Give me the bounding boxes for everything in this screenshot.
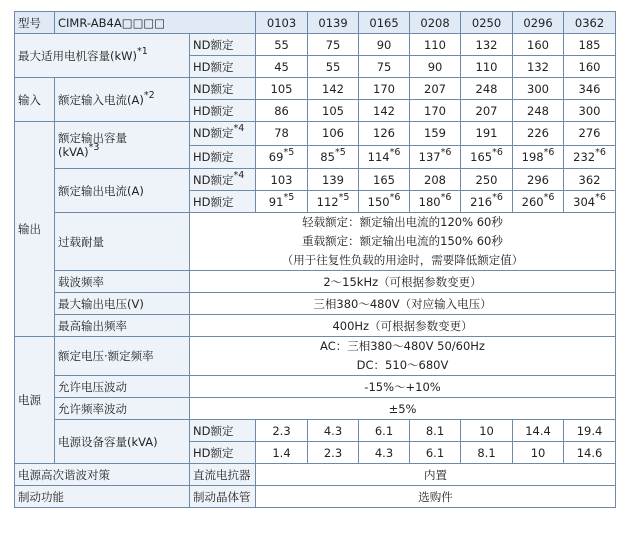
table-cell: 139: [308, 169, 359, 191]
rated-voltage-label: 额定电压·额定频率: [55, 337, 190, 376]
model-0362: 0362: [564, 12, 616, 34]
table-cell: 150$^{*6}$: [359, 191, 410, 213]
table-cell: 159: [410, 122, 461, 146]
output-capacity-label: 额定输出容量 (kVA)$^{*3}$: [55, 122, 190, 169]
output-capacity-nd-row: [15, 122, 616, 146]
table-cell: 137$^{*6}$: [410, 145, 461, 169]
table-cell: 165: [359, 169, 410, 191]
mode-hd: HD额定: [190, 100, 256, 122]
table-cell: 1.4: [256, 442, 308, 464]
table-cell: 10: [513, 442, 564, 464]
table-cell: 6.1: [359, 420, 410, 442]
table-cell: 4.3: [308, 420, 359, 442]
carrier-label: 载波频率: [55, 271, 190, 293]
power-capacity-nd-row: [15, 420, 616, 442]
table-cell: 2.3: [256, 420, 308, 442]
table-cell: 105: [256, 78, 308, 100]
carrier-value: 2～15kHz（可根据参数变更）: [190, 271, 616, 293]
table-cell: 69$^{*5}$: [256, 145, 308, 169]
table-cell: 170: [410, 100, 461, 122]
model-label: 型号: [15, 12, 55, 34]
output-current-label: 额定输出电流(A): [55, 169, 190, 213]
table-cell: 248: [513, 100, 564, 122]
table-cell: 207: [461, 100, 513, 122]
max-voltage-row: [15, 293, 616, 315]
input-current-nd-row: [15, 78, 616, 100]
overload-label: 过载耐量: [55, 213, 190, 271]
braking-label: 制动功能: [15, 486, 190, 508]
table-cell: 207: [410, 78, 461, 100]
voltage-fluct-label: 允许电压波动: [55, 376, 190, 398]
table-cell: 8.1: [461, 442, 513, 464]
harmonic-row: [15, 464, 616, 486]
table-cell: 304$^{*6}$: [564, 191, 616, 213]
table-cell: 112$^{*5}$: [308, 191, 359, 213]
table-cell: 248: [461, 78, 513, 100]
table-cell: 106: [308, 122, 359, 146]
output-label: 输出: [15, 122, 55, 337]
braking-value: 选购件: [256, 486, 616, 508]
table-cell: 170: [359, 78, 410, 100]
max-freq-label: 最高输出频率: [55, 315, 190, 337]
table-cell: 103: [256, 169, 308, 191]
input-current-label: 额定输入电流$(A)^{*2}$: [55, 78, 190, 122]
table-cell: 300: [564, 100, 616, 122]
mode-hd: HD额定: [190, 56, 256, 78]
table-cell: 75: [359, 56, 410, 78]
model-0103: 0103: [256, 12, 308, 34]
mode-nd: ND额定$^{*4}$: [190, 122, 256, 146]
table-cell: 296: [513, 169, 564, 191]
harmonic-label: 电源高次谐波对策: [15, 464, 190, 486]
table-cell: 142: [359, 100, 410, 122]
max-freq-value: 400Hz（可根据参数变更）: [190, 315, 616, 337]
motor-capacity-label: 最大适用电机容量(kW)$^{*1}$: [15, 34, 190, 78]
header-row: [15, 12, 616, 34]
table-cell: 132: [461, 34, 513, 56]
table-cell: 6.1: [410, 442, 461, 464]
table-cell: 142: [308, 78, 359, 100]
table-cell: 250: [461, 169, 513, 191]
rated-voltage-value: AC：三相380～480V 50/60Hz DC：510～680V: [190, 337, 616, 376]
max-voltage-label: 最大输出电压(V): [55, 293, 190, 315]
freq-fluct-row: [15, 398, 616, 420]
mode-hd: HD额定: [190, 191, 256, 213]
model-0139: 0139: [308, 12, 359, 34]
table-cell: 8.1: [410, 420, 461, 442]
table-cell: 14.6: [564, 442, 616, 464]
table-cell: 132: [513, 56, 564, 78]
table-cell: 19.4: [564, 420, 616, 442]
table-cell: 165$^{*6}$: [461, 145, 513, 169]
table-cell: 276: [564, 122, 616, 146]
model-0250: 0250: [461, 12, 513, 34]
model-0165: 0165: [359, 12, 410, 34]
table-cell: 198$^{*6}$: [513, 145, 564, 169]
table-cell: 55: [308, 56, 359, 78]
table-cell: 105: [308, 100, 359, 122]
table-cell: 10: [461, 420, 513, 442]
table-cell: 86: [256, 100, 308, 122]
table-cell: 160: [513, 34, 564, 56]
table-cell: 232$^{*6}$: [564, 145, 616, 169]
table-cell: 90: [359, 34, 410, 56]
overload-value: 轻载额定：额定输出电流的120% 60秒 重载额定：额定输出电流的150% 60秒 （用于往复性负载的用途时，需要降低额定值）: [190, 213, 616, 271]
table-cell: 126: [359, 122, 410, 146]
table-cell: 160: [564, 56, 616, 78]
braking-sub: 制动晶体管: [190, 486, 256, 508]
output-current-nd-row: [15, 169, 616, 191]
mode-nd: ND额定: [190, 34, 256, 56]
carrier-row: [15, 271, 616, 293]
table-cell: 226: [513, 122, 564, 146]
harmonic-value: 内置: [256, 464, 616, 486]
model-0296: 0296: [513, 12, 564, 34]
table-cell: 216$^{*6}$: [461, 191, 513, 213]
freq-fluct-label: 允许频率波动: [55, 398, 190, 420]
mode-nd: ND额定: [190, 420, 256, 442]
table-cell: 14.4: [513, 420, 564, 442]
table-cell: 85$^{*5}$: [308, 145, 359, 169]
table-cell: 362: [564, 169, 616, 191]
table-cell: 78: [256, 122, 308, 146]
table-cell: 110: [461, 56, 513, 78]
table-cell: 300: [513, 78, 564, 100]
table-cell: 346: [564, 78, 616, 100]
voltage-fluct-row: [15, 376, 616, 398]
mode-hd: HD额定: [190, 442, 256, 464]
max-freq-row: [15, 315, 616, 337]
table-cell: 2.3: [308, 442, 359, 464]
max-voltage-value: 三相380～480V（对应输入电压）: [190, 293, 616, 315]
freq-fluct-value: ±5%: [190, 398, 616, 420]
mode-nd: ND额定: [190, 78, 256, 100]
table-cell: 91$^{*5}$: [256, 191, 308, 213]
table-cell: 75: [308, 34, 359, 56]
table-cell: 110: [410, 34, 461, 56]
power-capacity-label: 电源设备容量(kVA): [55, 420, 190, 464]
motor-capacity-nd-row: [15, 34, 616, 56]
power-label: 电源: [15, 337, 55, 464]
table-cell: 260$^{*6}$: [513, 191, 564, 213]
table-cell: 114$^{*6}$: [359, 145, 410, 169]
table-cell: 55: [256, 34, 308, 56]
table-cell: 45: [256, 56, 308, 78]
mode-hd: HD额定: [190, 145, 256, 169]
table-cell: 191: [461, 122, 513, 146]
mode-nd: ND额定$^{*4}$: [190, 169, 256, 191]
model-code: CIMR-AB4A□□□□: [55, 12, 256, 34]
model-0208: 0208: [410, 12, 461, 34]
table-cell: 4.3: [359, 442, 410, 464]
table-cell: 208: [410, 169, 461, 191]
harmonic-sub: 直流电抗器: [190, 464, 256, 486]
spec-table: [14, 11, 616, 508]
table-cell: 90: [410, 56, 461, 78]
voltage-fluct-value: -15%～+10%: [190, 376, 616, 398]
table-cell: 185: [564, 34, 616, 56]
input-label: 输入: [15, 78, 55, 122]
braking-row: [15, 486, 616, 508]
table-cell: 180$^{*6}$: [410, 191, 461, 213]
